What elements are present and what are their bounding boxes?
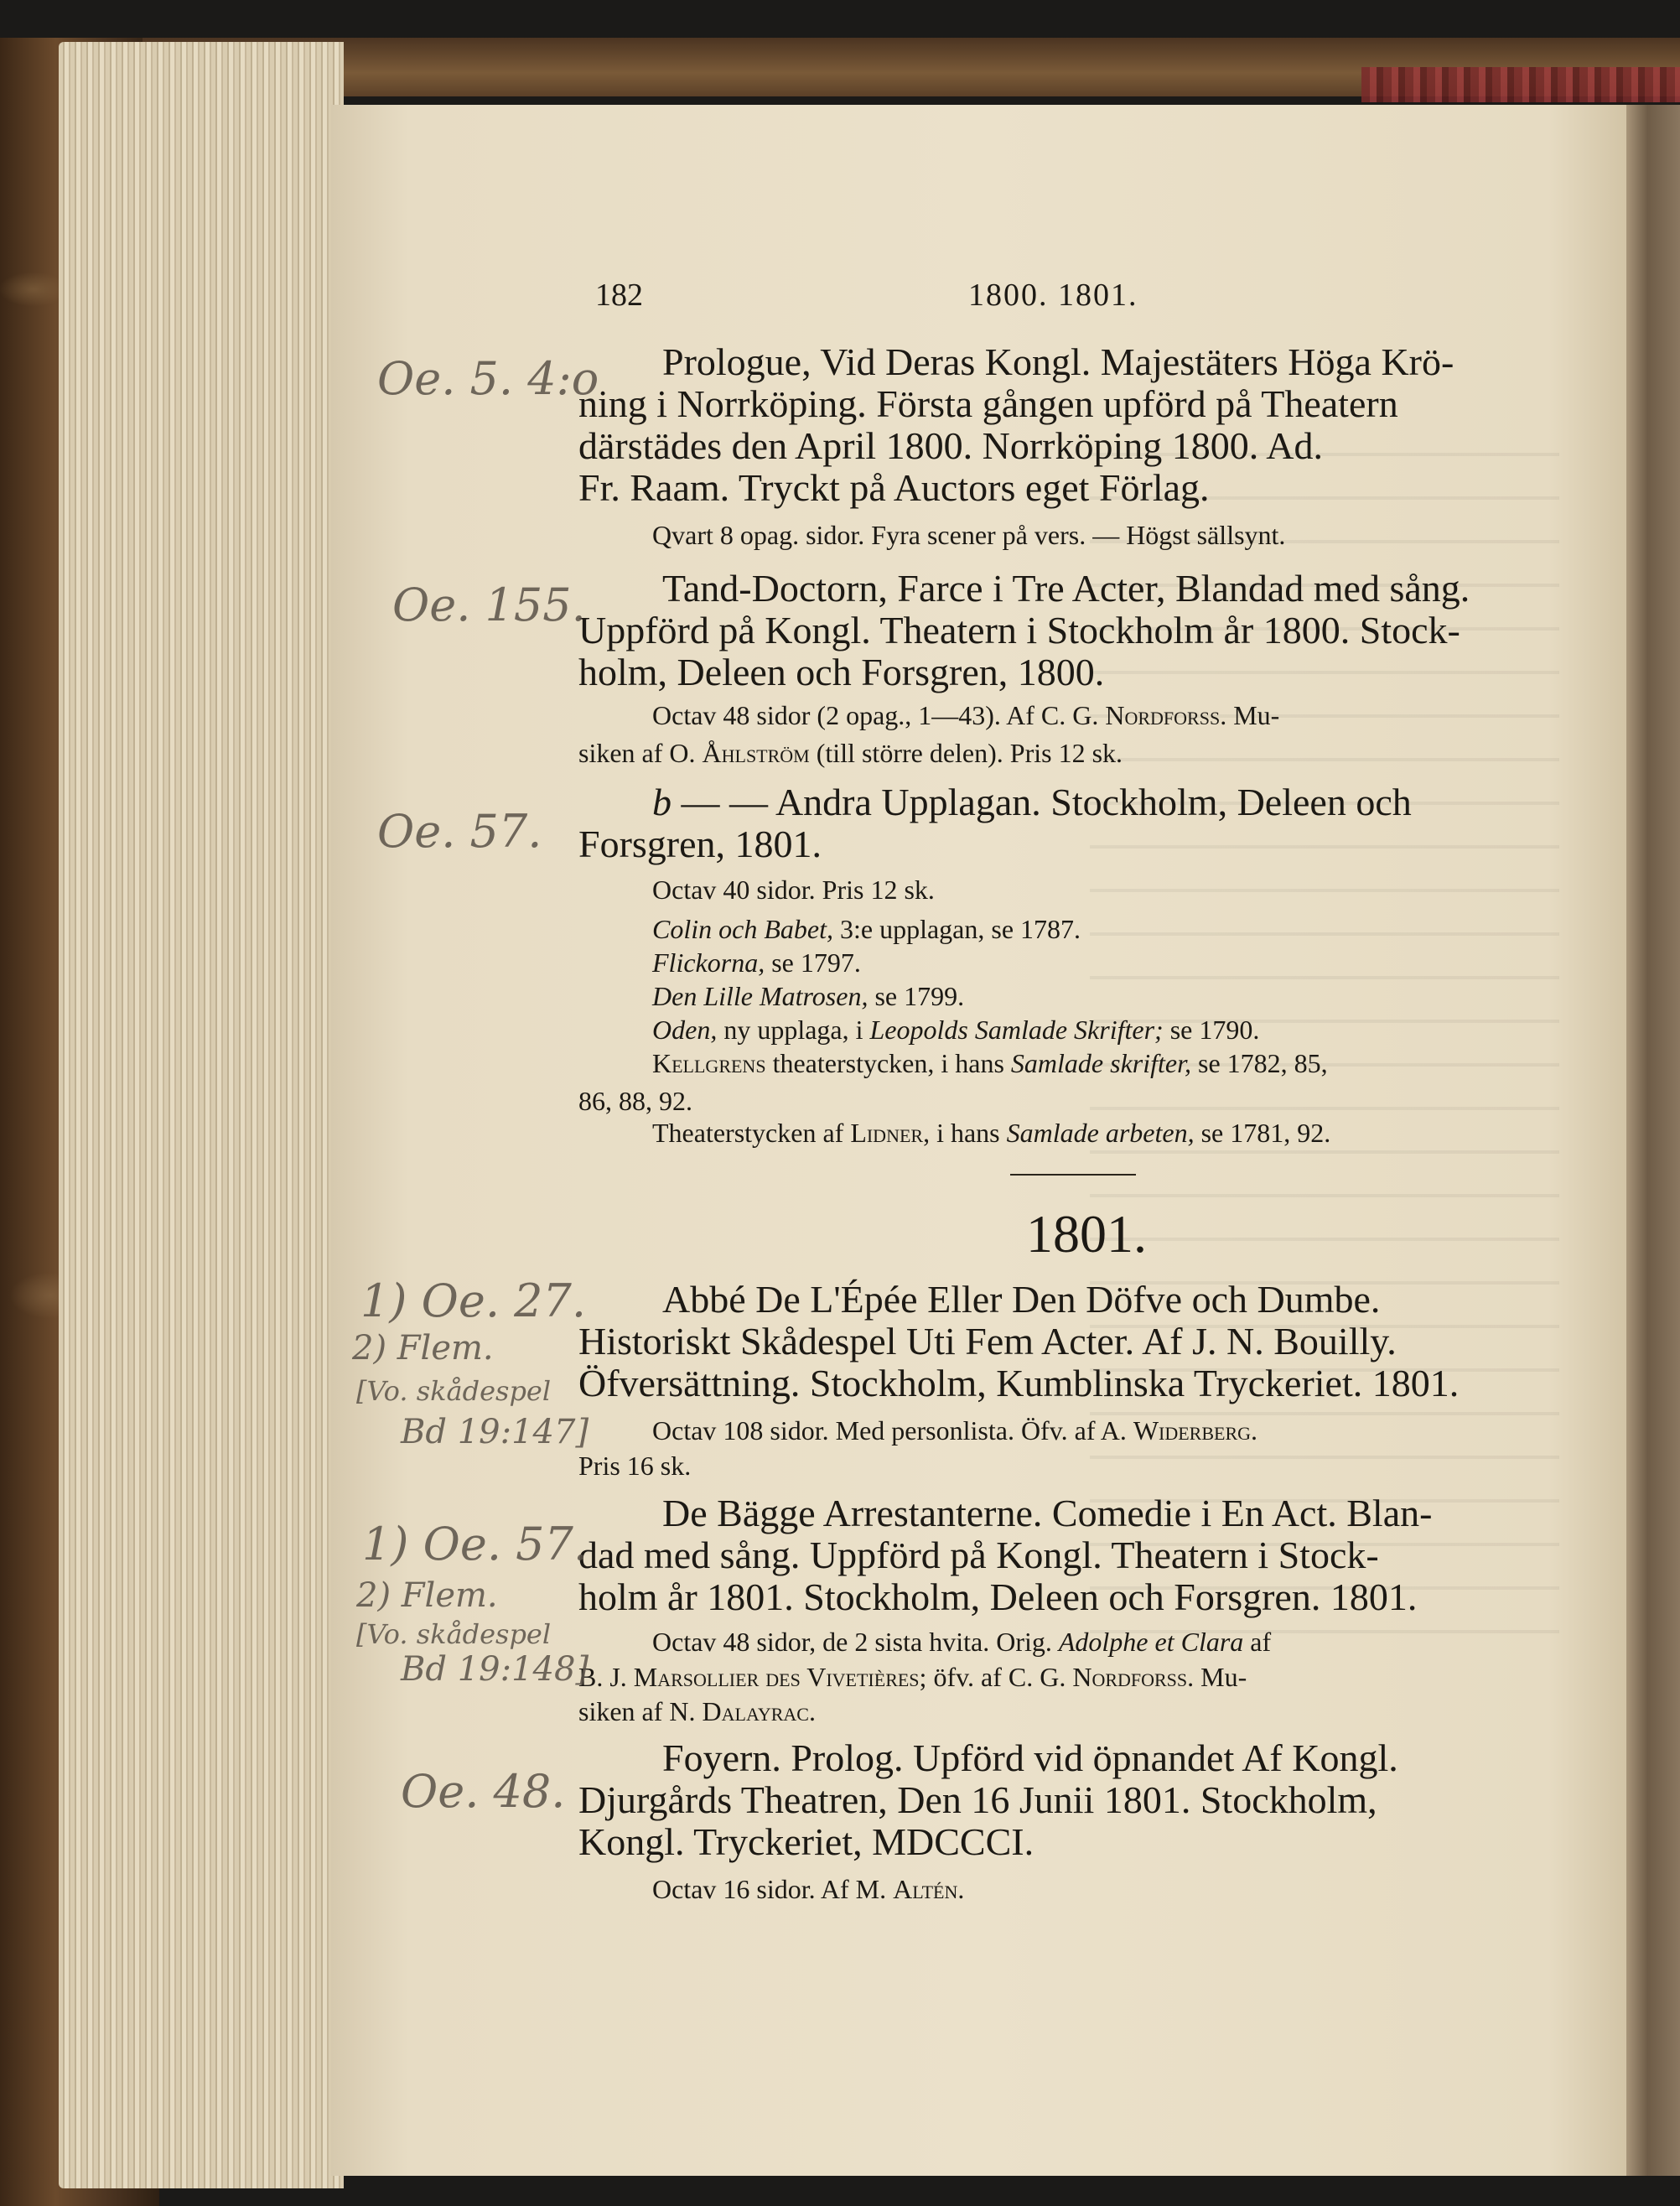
ref-3: Den Lille Matrosen, se 1799. (652, 981, 965, 1011)
ref-5-cont: 86, 88, 92. (578, 1086, 692, 1116)
entry-2-note-1: Octav 48 sidor (2 opag., 1—43). Af C. G. Nordforss. Mu- (652, 700, 1280, 730)
entry-6-line-1: Foyern. Prolog. Upförd vid öpnandet Af Kongl. (662, 1736, 1398, 1779)
entry-4-line-1: Abbé De L'Épée Eller Den Döfve och Dumbe. (662, 1278, 1381, 1321)
margin-note-1: Oe. 5. 4:o (377, 352, 599, 405)
entry-3-line-1: b — — Andra Upplagan. Stockholm, Deleen och (652, 781, 1412, 823)
margin-note-6: Oe. 48. (401, 1765, 566, 1818)
section-divider (1010, 1174, 1136, 1176)
page-edges (59, 42, 344, 2188)
margin-note-4a: 1) Oe. 27. (360, 1274, 587, 1327)
margin-note-5d: Bd 19:148] (401, 1650, 589, 1689)
page-gutter (1626, 105, 1680, 2176)
margin-note-5b: 2) Flem. (356, 1576, 498, 1615)
entry-1-line-2: ning i Norrköping. Första gången upförd på Theatern (578, 382, 1398, 425)
running-head: 1800. 1801. (968, 278, 1138, 313)
entry-4-note-2: Pris 16 sk. (578, 1451, 692, 1481)
section-year-heading: 1801. (1026, 1204, 1147, 1264)
margin-note-2: Oe. 155. (392, 579, 586, 631)
margin-note-4b: 2) Flem. (352, 1329, 494, 1368)
entry-1-line-4: Fr. Raam. Tryckt på Auctors eget Förlag. (578, 466, 1210, 509)
spine-decoration (1361, 67, 1680, 102)
entry-5-line-2: dad med sång. Uppförd på Kongl. Theatern i Stock- (578, 1534, 1379, 1576)
entry-2-line-2: Uppförd på Kongl. Theatern i Stockholm år 1800. Stock- (578, 609, 1460, 651)
entry-2-note-2: siken af O. Åhlström (till större delen). Pris 12 sk. (578, 738, 1123, 768)
ref-5: Kellgrens theaterstycken, i hans Samlade skrifter, se 1782, 85, (652, 1048, 1328, 1078)
entry-6-note: Octav 16 sidor. Af M. Altén. (652, 1874, 965, 1904)
entry-2-line-1: Tand-Doctorn, Farce i Tre Acter, Blandad med sång. (662, 567, 1470, 610)
entry-1-line-1: Prologue, Vid Deras Kongl. Majestäters Höga Krö- (662, 340, 1454, 383)
entry-1-note: Qvart 8 opag. sidor. Fyra scener på vers. — Högst sällsynt. (652, 520, 1286, 550)
entry-5-note-3: siken af N. Dalayrac. (578, 1696, 816, 1726)
margin-note-4c: [Vo. skådespel (356, 1375, 552, 1407)
entry-5-note-2: B. J. Marsollier des Vivetières; öfv. af C. G. Nordforss. Mu- (578, 1662, 1247, 1692)
entry-5-line-1: De Bägge Arrestanterne. Comedie i En Act. Blan- (662, 1492, 1433, 1534)
entry-3-note: Octav 40 sidor. Pris 12 sk. (652, 875, 935, 905)
entry-4-note-1: Octav 108 sidor. Med personlista. Öfv. af A. Widerberg. (652, 1415, 1258, 1446)
ref-2: Flickorna, se 1797. (652, 947, 861, 978)
margin-note-4d: Bd 19:147] (401, 1413, 589, 1451)
margin-note-5c: [Vo. skådespel (356, 1618, 552, 1650)
entry-4-line-3: Öfversättning. Stockholm, Kumblinska Tryckeriet. 1801. (578, 1362, 1460, 1404)
ref-4: Oden, ny upplaga, i Leopolds Samlade Skrifter; se 1790. (652, 1015, 1260, 1045)
entry-6-line-2: Djurgårds Theatren, Den 16 Junii 1801. Stockholm, (578, 1778, 1377, 1821)
entry-6-line-3: Kongl. Tryckeriet, MDCCCI. (578, 1820, 1034, 1863)
margin-note-5a: 1) Oe. 57. (362, 1518, 589, 1570)
entry-1-line-3: därstädes den April 1800. Norrköping 1800. Ad. (578, 424, 1323, 467)
entry-4-line-2: Historiskt Skådespel Uti Fem Acter. Af J. N. Bouilly. (578, 1320, 1397, 1363)
entry-3-line-2: Forsgren, 1801. (578, 823, 822, 865)
entry-5-note-1: Octav 48 sidor, de 2 sista hvita. Orig. Adolphe et Clara af (652, 1627, 1272, 1657)
ref-1: Colin och Babet, 3:e upplagan, se 1787. (652, 914, 1081, 944)
margin-note-3: Oe. 57. (377, 805, 542, 858)
entry-2-line-3: holm, Deleen och Forsgren, 1800. (578, 651, 1105, 693)
entry-5-line-3: holm år 1801. Stockholm, Deleen och Forsgren. 1801. (578, 1575, 1418, 1618)
ref-6: Theaterstycken af Lidner, i hans Samlade arbeten, se 1781, 92. (652, 1118, 1331, 1148)
page-number: 182 (595, 278, 643, 313)
